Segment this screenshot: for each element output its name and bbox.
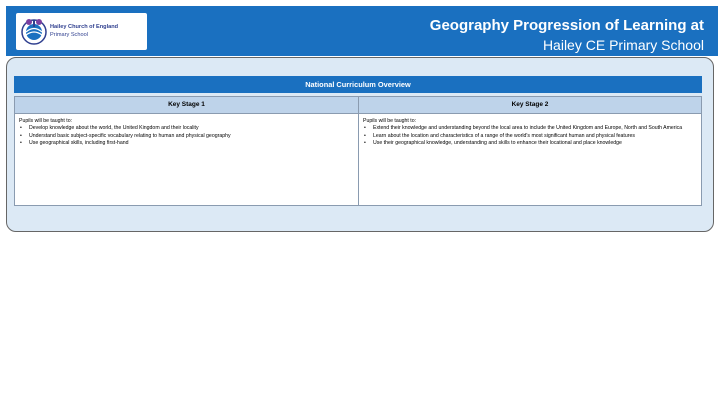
key-stage-1-column	[15, 97, 359, 205]
school-name-line2: Primary School	[50, 32, 88, 38]
key-stage-1-intro: Pupils will be taught to:	[19, 118, 73, 124]
key-stage-2-content	[359, 114, 701, 152]
list-item: • Use their geographical knowledge, understanding and skills to enhance their locational and place knowledge	[363, 140, 697, 147]
key-stage-1-list	[19, 125, 354, 147]
school-crest-icon	[20, 17, 48, 46]
school-logo	[16, 13, 147, 50]
key-stage-2-heading: Key Stage 2	[359, 97, 701, 114]
key-stage-2-column	[359, 97, 701, 205]
key-stage-2-intro: Pupils will be taught to:	[363, 118, 417, 124]
list-item: • Develop knowledge about the world, the United Kingdom and their locality	[19, 125, 354, 132]
page-title: Geography Progression of Learning at	[429, 17, 704, 34]
list-item: • Extend their knowledge and understanding beyond the local area to include the United Kingdom and Europe, North and South America	[363, 125, 697, 132]
content-panel	[6, 57, 714, 232]
page-subtitle: Hailey CE Primary School	[542, 37, 704, 53]
key-stage-1-heading: Key Stage 1	[15, 97, 358, 114]
header-bar	[6, 6, 718, 56]
key-stage-1-content	[15, 114, 358, 152]
school-name-line1: Hailey Church of England	[50, 24, 119, 30]
key-stage-2-list	[363, 125, 697, 147]
list-item: • Learn about the location and characteristics of a range of the world's most significant human and physical features	[363, 133, 697, 140]
list-item: • Use geographical skills, including first-hand	[19, 140, 354, 147]
curriculum-table	[14, 96, 702, 206]
list-item: • Understand basic subject-specific vocabulary relating to human and physical geography	[19, 133, 354, 140]
overview-heading: National Curriculum Overview	[14, 76, 702, 93]
